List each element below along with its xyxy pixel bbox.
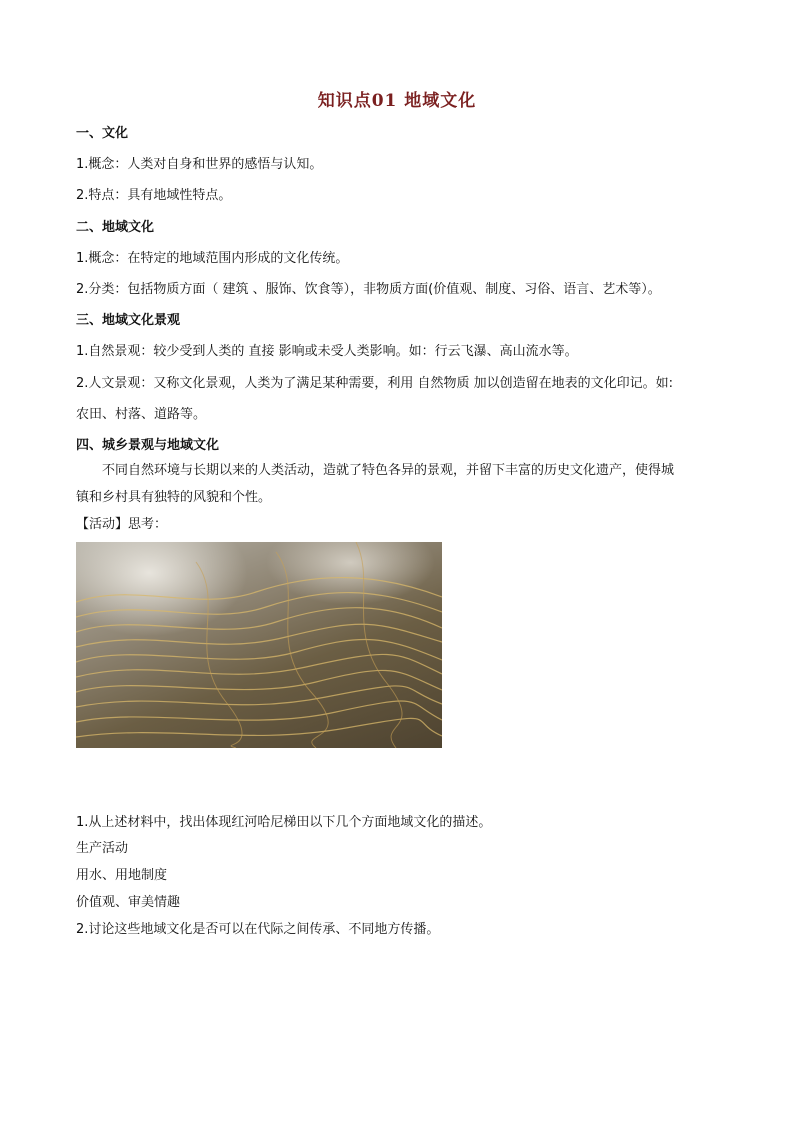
section-heading-cultural-landscape: 三、地域文化景观 bbox=[76, 313, 181, 328]
urban-rural-paragraph-line1: 不同自然环境与长期以来的人类活动，造就了特色各异的景观，并留下丰富的历史文化遗产，使得城 bbox=[102, 463, 675, 478]
question-2: 2.讨论这些地域文化是否可以在代际之间传承、不同地方传播。 bbox=[76, 922, 440, 937]
activity-label: 【活动】思考： bbox=[76, 517, 168, 532]
culture-feature: 2.特点：具有地域性特点。 bbox=[76, 188, 232, 203]
culture-concept: 1.概念：人类对自身和世界的感悟与认知。 bbox=[76, 157, 323, 172]
question-1-item-water-land: 用水、用地制度 bbox=[76, 868, 168, 883]
section-heading-urban-rural: 四、城乡景观与地域文化 bbox=[76, 438, 220, 453]
terrace-lines bbox=[76, 542, 442, 748]
regional-culture-concept: 1.概念：在特定的地域范围内形成的文化传统。 bbox=[76, 251, 349, 266]
terraced-fields-photo bbox=[76, 542, 442, 748]
human-landscape-line2: 农田、村落、道路等。 bbox=[76, 407, 207, 422]
section-heading-culture: 一、文化 bbox=[76, 126, 129, 141]
question-1-item-production: 生产活动 bbox=[76, 841, 129, 856]
human-landscape-line1: 2.人文景观：又称文化景观，人类为了满足某种需要，利用 自然物质 加以创造留在地表的文化印记。如: bbox=[76, 376, 674, 391]
urban-rural-paragraph-line2: 镇和乡村具有独特的风貌和个性。 bbox=[76, 490, 272, 505]
section-heading-regional-culture: 二、地域文化 bbox=[76, 220, 155, 235]
page-title: 知识点01 地域文化 bbox=[317, 91, 477, 111]
question-1-item-values: 价值观、审美情趣 bbox=[76, 895, 181, 910]
natural-landscape: 1.自然景观：较少受到人类的 直接 影响或未受人类影响。如：行云飞瀑、高山流水等。 bbox=[76, 344, 578, 359]
regional-culture-classification: 2.分类：包括物质方面（ 建筑 、服饰、饮食等），非物质方面(价值观、制度、习俗、语言、艺术等）。 bbox=[76, 282, 661, 297]
question-1: 1.从上述材料中，找出体现红河哈尼梯田以下几个方面地域文化的描述。 bbox=[76, 815, 492, 830]
